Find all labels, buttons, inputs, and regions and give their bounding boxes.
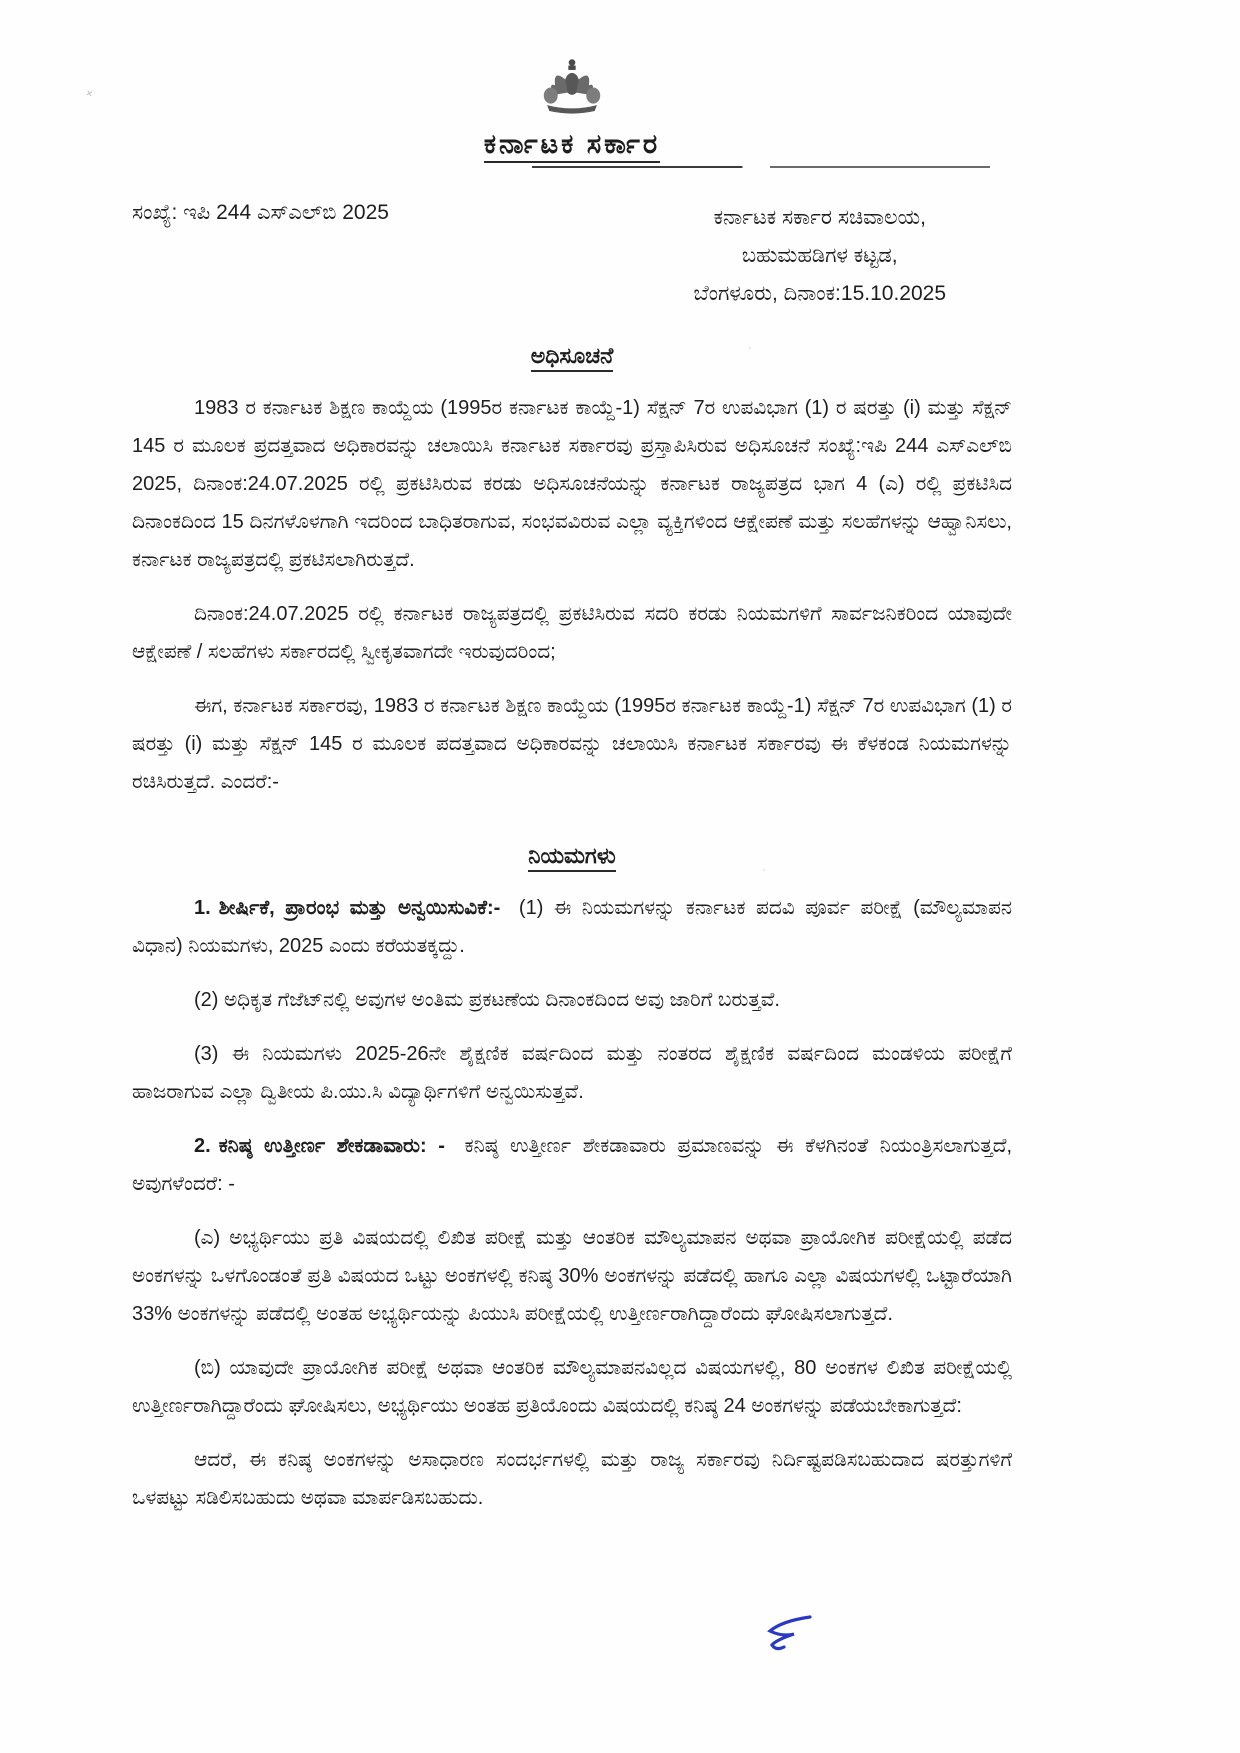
scan-speck: × xyxy=(84,87,94,101)
preamble-paragraph-2: ದಿನಾಂಕ:24.07.2025 ರಲ್ಲಿ ಕರ್ನಾಟಕ ರಾಜ್ಯಪತ್ರದಲ್ಲಿ ಪ್ರಕಟಿಸಿರುವ ಸದರಿ ಕರಡು ನಿಯಮಗಳಿಗೆ ಸಾರ್ವಜನಿಕರಿಂದ ಯಾವುದೇ ಆಕ್ಷೇಪಣೆ / ಸಲಹೆಗಳು ಸರ್ಕಾರದಲ್ಲಿ ಸ್ವೀಕೃತವಾಗದೇ ಇರುವುದರಿಂದ; xyxy=(132,603,1012,663)
rules-heading: ನಿಯಮಗಳು xyxy=(132,843,1012,869)
rule-1-clause-1: (1) ಈ ನಿಯಮಗಳನ್ನು ಕರ್ನಾಟಕ ಪದವಿ ಪೂರ್ವ ಪರೀಕ್ಷೆ (ಮೌಲ್ಯಮಾಪನ ವಿಧಾನ) ನಿಯಮಗಳು, 2025 ಎಂದು ಕರೆಯತಕ್ಕದ್ದು. xyxy=(132,897,1013,957)
scan-speck: · xyxy=(762,864,766,876)
address-line-secretariat: ಕರ್ನಾಟಕ ಸರ್ಕಾರ ಸಚಿವಾಲಯ, xyxy=(713,206,926,229)
rule-2-title: ಕನಿಷ್ಠ ಉತ್ತೀರ್ಣ ಶೇಕಡಾವಾರು: - xyxy=(218,1135,445,1157)
document-header xyxy=(132,56,1012,127)
rule-1-clause-2: (2) ಅಧಿಕೃತ ಗೆಜೆಟ್‌ನಲ್ಲಿ ಅವುಗಳ ಅಂತಿಮ ಪ್ರಕಟಣೆಯ ದಿನಾಂಕದಿಂದ ಅವು ಜಾರಿಗೆ ಬರುತ್ತವೆ. xyxy=(194,989,780,1011)
karnataka-state-emblem-icon xyxy=(535,56,609,122)
reference-row xyxy=(132,199,1012,313)
address-line-place-date: ಬೆಂಗಳೂರು, ದಿನಾಂಕ:15.10.2025 xyxy=(693,282,946,305)
scan-speck: · xyxy=(748,342,752,354)
address-line-building: ಬಹುಮಹಡಿಗಳ ಕಟ್ಟಡ, xyxy=(741,244,898,267)
notification-heading: ಅಧಿಸೂಚನೆ xyxy=(132,343,1012,369)
rule-1-paragraph xyxy=(132,889,1012,965)
rule-2-clause-a: (ಎ) ಅಭ್ಯರ್ಥಿಯು ಪ್ರತಿ ವಿಷಯದಲ್ಲಿ ಲಿಖಿತ ಪರೀಕ್ಷೆ ಮತ್ತು ಆಂತರಿಕ ಮೌಲ್ಯಮಾಪನ ಅಥವಾ ಪ್ರಾಯೋಗಿಕ ಪರೀಕ್ಷೆಯಲ್ಲಿ ಪಡೆದ ಅಂಕಗಳನ್ನು ಒಳಗೊಂಡಂತೆ ಪ್ರತಿ ವಿಷಯದ ಒಟ್ಟು ಅಂಕಗಳಲ್ಲಿ ಕನಿಷ್ಠ 30% ಅಂಕಗಳನ್ನು ಪಡೆದಲ್ಲಿ ಹಾಗೂ ಎಲ್ಲಾ ವಿಷಯಗಳಲ್ಲಿ ಒಟ್ಟಾರೆಯಾಗಿ 33% ಅಂಕಗಳನ್ನು ಪಡೆದಲ್ಲಿ ಅಂತಹ ಅಭ್ಯರ್ಥಿಯನ್ನು ಪಿಯುಸಿ ಪರೀಕ್ಷೆಯಲ್ಲಿ ಉತ್ತೀರ್ಣರಾಗಿದ್ದಾರೆಂದು ಘೋಷಿಸಲಾಗುತ್ತದೆ. xyxy=(132,1227,1012,1325)
rule-2-number: 2. xyxy=(194,1135,211,1157)
rule-2-proviso: ಆದರೆ, ಈ ಕನಿಷ್ಠ ಅಂಕಗಳನ್ನು ಅಸಾಧಾರಣ ಸಂದರ್ಭಗಳಲ್ಲಿ ಮತ್ತು ರಾಜ್ಯ ಸರ್ಕಾರವು ನಿರ್ದಿಷ್ಟಪಡಿಸಬಹುದಾದ ಷರತ್ತುಗಳಿಗೆ ಒಳಪಟ್ಟು ಸಡಿಲಿಸಬಹುದು ಅಥವಾ ಮಾರ್ಪಡಿಸಬಹುದು. xyxy=(132,1449,1012,1509)
preamble-paragraph-3: ಈಗ, ಕರ್ನಾಟಕ ಸರ್ಕಾರವು, 1983 ರ ಕರ್ನಾಟಕ ಶಿಕ್ಷಣ ಕಾಯ್ದೆಯ (1995ರ ಕರ್ನಾಟಕ ಕಾಯ್ದೆ-1) ಸೆಕ್ಷನ್ 7ರ ಉಪವಿಭಾಗ (1) ರ ಷರತ್ತು (i) ಮತ್ತು ಸೆಕ್ಷನ್ 145 ರ ಮೂಲಕ ಪದತ್ತವಾದ ಅಧಿಕಾರವನ್ನು ಚಲಾಯಿಸಿ ಕರ್ನಾಟಕ ಸರ್ಕಾರವು ಈ ಕೆಳಕಂಡ ನಿಯಮಗಳನ್ನು ರಚಿಸಿರುತ್ತದೆ. ಎಂದರೆ:- xyxy=(132,695,1012,793)
rule-1-number: 1. xyxy=(194,897,211,919)
blue-ink-signature-mark-icon xyxy=(762,1612,814,1654)
rule-1-title: ಶೀರ್ಷಿಕೆ, ಪ್ರಾರಂಭ ಮತ್ತು ಅನ್ವಯಿಸುವಿಕೆ:- xyxy=(218,897,501,919)
rule-2-paragraph xyxy=(132,1127,1012,1203)
rule-2-intro: ಕನಿಷ್ಠ ಉತ್ತೀರ್ಣ ಶೇಕಡಾವಾರು ಪ್ರಮಾಣವನ್ನು ಈ ಕೆಳಗಿನಂತೆ ನಿಯಂತ್ರಿಸಲಾಗುತ್ತದೆ, ಅವುಗಳೆಂದರೆ: - xyxy=(132,1135,1012,1195)
rule-1-clause-3: (3) ಈ ನಿಯಮಗಳು 2025-26ನೇ ಶೈಕ್ಷಣಿಕ ವರ್ಷದಿಂದ ಮತ್ತು ನಂತರದ ಶೈಕ್ಷಣಿಕ ವರ್ಷದಿಂದ ಮಂಡಳಿಯ ಪರೀಕ್ಷೆಗೆ ಹಾಜರಾಗುವ ಎಲ್ಲಾ ದ್ವಿತೀಯ ಪಿ.ಯು.ಸಿ ವಿದ್ಯಾರ್ಥಿಗಳಿಗೆ ಅನ್ವಯಿಸುತ್ತವೆ. xyxy=(132,1043,1012,1103)
preamble-paragraph-1: 1983 ರ ಕರ್ನಾಟಕ ಶಿಕ್ಷಣ ಕಾಯ್ದೆಯ (1995ರ ಕರ್ನಾಟಕ ಕಾಯ್ದೆ-1) ಸೆಕ್ಷನ್ 7ರ ಉಪವಿಭಾಗ (1) ರ ಷರತ್ತು (i) ಮತ್ತು ಸೆಕ್ಷನ್ 145 ರ ಮೂಲಕ ಪ್ರದತ್ತವಾದ ಅಧಿಕಾರವನ್ನು ಚಲಾಯಿಸಿ ಕರ್ನಾಟಕ ಸರ್ಕಾರವು ಪ್ರಸ್ತಾಪಿಸಿರುವ ಅಧಿಸೂಚನೆ ಸಂಖ್ಯೆ:ಇಪಿ 244 ಎಸ್‌ಎಲ್‌ಬಿ 2025, ದಿನಾಂಕ:24.07.2025 ರಲ್ಲಿ ಪ್ರಕಟಿಸಿರುವ ಕರಡು ಅಧಿಸೂಚನೆಯನ್ನು ಕರ್ನಾಟಕ ರಾಜ್ಯಪತ್ರದ ಭಾಗ 4 (ಎ) ರಲ್ಲಿ ಪ್ರಕಟಿಸಿದ ದಿನಾಂಕದಿಂದ 15 ದಿನಗಳೊಳಗಾಗಿ ಇದರಿಂದ ಬಾಧಿತರಾಗುವ, ಸಂಭವವಿರುವ ಎಲ್ಲಾ ವ್ಯಕ್ತಿಗಳಿಂದ ಆಕ್ಷೇಪಣೆ ಮತ್ತು ಸಲಹೆಗಳನ್ನು ಆಹ್ವಾನಿಸಲು, ಕರ್ನಾಟಕ ರಾಜ್ಯಪತ್ರದಲ್ಲಿ ಪ್ರಕಟಿಸಲಾಗಿರುತ್ತದೆ. xyxy=(132,397,1012,571)
issuing-address xyxy=(694,199,946,313)
reference-number: ಸಂಖ್ಯೆ: ಇಪಿ 244 ಎಸ್‌ಎಲ್‌ಬಿ 2025 xyxy=(132,201,389,224)
scan-artifact-line xyxy=(532,166,990,168)
rule-2-clause-b: (ಬಿ) ಯಾವುದೇ ಪ್ರಾಯೋಗಿಕ ಪರೀಕ್ಷೆ ಅಥವಾ ಆಂತರಿಕ ಮೌಲ್ಯಮಾಪನವಿಲ್ಲದ ವಿಷಯಗಳಲ್ಲಿ, 80 ಅಂಕಗಳ ಲಿಖಿತ ಪರೀಕ್ಷೆಯಲ್ಲಿ ಉತ್ತೀರ್ಣರಾಗಿದ್ದಾರೆಂದು ಘೋಷಿಸಲು, ಅಭ್ಯರ್ಥಿಯು ಅಂತಹ ಪ್ರತಿಯೊಂದು ವಿಷಯದಲ್ಲಿ ಕನಿಷ್ಠ 24 ಅಂಕಗಳನ್ನು ಪಡೆಯಬೇಕಾಗುತ್ತದೆ: xyxy=(132,1357,1012,1417)
government-title: ಕರ್ನಾಟಕ ಸರ್ಕಾರ xyxy=(132,129,1012,161)
